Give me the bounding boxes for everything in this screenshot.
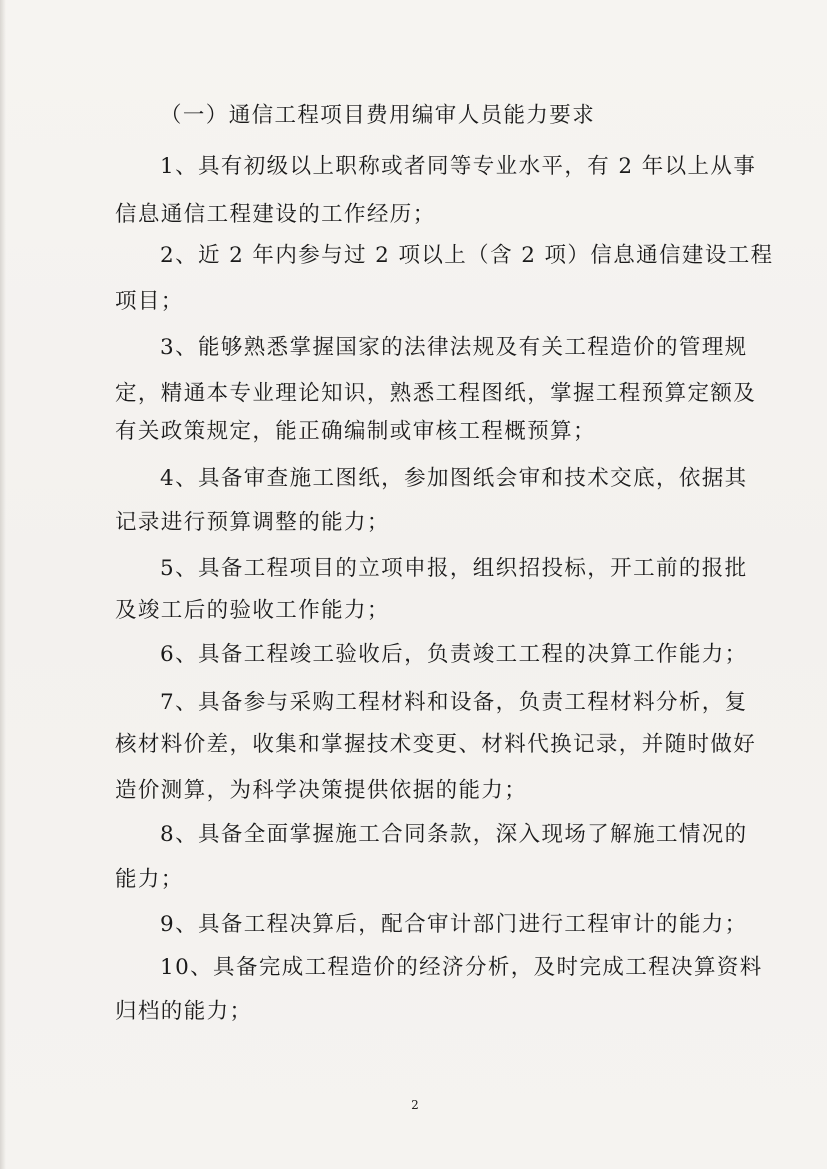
text-line: 归档的能力； [115, 999, 253, 1024]
text-line: 3、能够熟悉掌握国家的法律法规及有关工程造价的管理规 [160, 335, 748, 360]
text-line: 9、具备工程决算后，配合审计部门进行工程审计的能力； [160, 912, 748, 937]
text-line: 有关政策规定，能正确编制或审核工程概预算； [115, 419, 596, 444]
text-line: 造价测算，为科学决策提供依据的能力； [115, 778, 528, 803]
text-line: 10、具备完成工程造价的经济分析，及时完成工程决算资料 [160, 955, 763, 980]
text-line: 6、具备工程竣工验收后，负责竣工工程的决算工作能力； [160, 642, 748, 667]
section-heading: （一）通信工程项目费用编审人员能力要求 [160, 103, 596, 128]
text-line: 4、具备审查施工图纸，参加图纸会审和技术交底，依据其 [160, 466, 748, 491]
text-line: 能力； [115, 867, 184, 892]
text-line: 项目； [115, 289, 184, 314]
scan-edge-shadow [0, 0, 6, 1169]
text-line: 1、具有初级以上职称或者同等专业水平，有 2 年以上从事 [160, 154, 757, 179]
text-line: 7、具备参与采购工程材料和设备，负责工程材料分析，复 [160, 690, 748, 715]
page-number: 2 [411, 1098, 419, 1112]
text-line: 8、具备全面掌握施工合同条款，深入现场了解施工情况的 [160, 822, 748, 847]
text-line: 信息通信工程建设的工作经历； [115, 202, 436, 227]
text-line: 定，精通本专业理论知识，熟悉工程图纸，掌握工程预算定额及 [115, 381, 757, 406]
text-line: 5、具备工程项目的立项申报，组织招投标，开工前的报批 [160, 556, 748, 581]
text-line: 记录进行预算调整的能力； [115, 510, 390, 535]
text-line: 核材料价差，收集和掌握技术变更、材料代换记录，并随时做好 [115, 732, 757, 757]
text-line: 2、近 2 年内参与过 2 项以上（含 2 项）信息通信建设工程 [160, 243, 774, 268]
text-line: 及竣工后的验收工作能力； [115, 598, 390, 623]
